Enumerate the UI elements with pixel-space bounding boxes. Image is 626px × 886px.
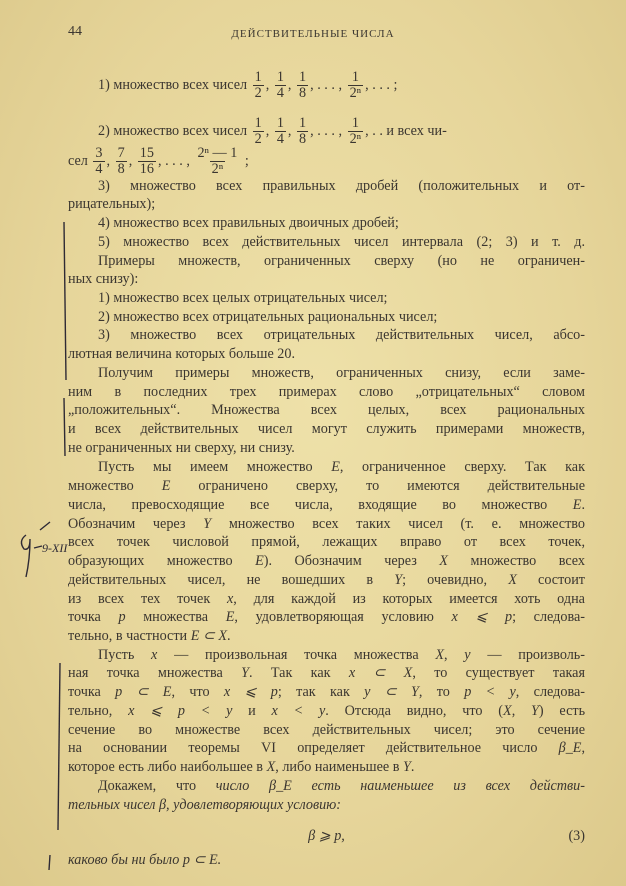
text-line [68,827,585,845]
text-segment: каково бы ни было p ⊂ E. [68,852,222,868]
numerator: 1 [254,115,262,131]
text-segment: лютная величина которых больше 20. [68,346,296,362]
equation-number: (3) [568,828,585,844]
fraction [297,116,308,147]
denominator: 8 [299,85,307,101]
text-line [68,702,585,720]
text-line [68,439,585,457]
text-segment: тельно, в частности [68,628,191,644]
text-line [68,116,585,147]
text-segment: которое есть либо наибольшее в [68,759,267,775]
text-line [68,233,585,251]
text-segment: — произволь- [470,647,586,663]
text-segment: сел [68,152,92,169]
text-segment: рицательных); [68,196,156,212]
text-segment: Примеры множеств, ограниченных сверху (но не ограничен- [98,253,585,269]
text-segment: Получим примеры множеств, ограниченных снизу, если заме- [98,365,585,381]
text-segment: ). Обозначим через [263,553,440,569]
text-segment: ; [241,152,249,169]
text-segment: β ⩾ p, [308,828,345,844]
text-segment: Y [531,703,539,719]
text-line [68,364,585,382]
text-segment: , [511,703,532,719]
numerator: 3 [95,145,103,161]
text-line [68,777,585,795]
text-segment: Y [403,759,411,775]
text-segment: множество [68,478,162,494]
text-segment: 2) множество всех отрицательных рациональных чисел; [98,309,438,325]
text-line [68,739,585,757]
text-segment: число β_E есть наименьшее из всех действи- [215,778,585,794]
text-segment: , [444,647,465,663]
denominator: 2 [254,85,262,101]
text-line [68,345,585,363]
text-line [68,326,585,344]
text-segment: образующих множество [68,553,256,569]
text-segment: , то существует такая [412,665,585,681]
text-segment: ; так как [277,684,365,700]
fraction [253,116,264,147]
denominator: 16 [139,161,154,177]
text-segment: „положительных“. Множества всех целых, всех рациональных [68,402,585,418]
text-segment: X [266,759,276,775]
text-segment: x ⩽ p < y [128,703,233,719]
numerator: 1 [299,115,307,131]
text-segment: 1) множество всех чисел [98,76,251,93]
text-segment: на основании теоремы VI определяет действительное число [68,740,559,756]
text-segment: , [287,76,296,93]
text-line [68,515,585,533]
text-segment: E [161,478,171,494]
fraction [275,70,286,101]
text-segment: β_E [558,740,582,756]
text-segment: , [106,152,114,169]
text-segment: , [128,152,136,169]
text-segment: точка [68,684,116,700]
text-line [68,477,585,495]
text-segment: , удовлетворяющая условию [234,609,452,625]
text-segment: E [255,553,264,569]
text-line [68,608,585,626]
text-segment: E [331,459,340,475]
text-segment: ; очевидно, [402,572,509,588]
text-segment: , что [171,684,224,700]
text-segment: , следова- [515,684,585,700]
text-line [68,796,585,814]
text-line [68,627,585,645]
text-segment: Пусть [98,647,152,663]
fraction [275,116,286,147]
text-line [68,308,585,326]
text-segment: . Отсюда видно, что ( [325,703,504,719]
text-segment: , [265,76,273,93]
text-segment: , либо наименьшее в [275,759,403,775]
text-segment: x < y [271,703,326,719]
text-segment: x [226,591,234,607]
margin-line-3 [58,663,60,830]
text-segment: , для каждой из которых имеется хоть одна [233,591,585,607]
text-line [68,721,585,739]
text-line [68,683,585,701]
text-segment: и [232,703,272,719]
text-segment: Обозначим через [68,516,204,532]
text-segment: y ⊂ Y [364,684,419,700]
numerator: 1 [276,115,284,131]
text-segment: , . . . , [310,122,346,139]
text-segment: и всех действительных чисел могут служить примерами множеств, [68,421,585,437]
fraction [195,146,239,177]
text-segment: . [227,628,231,644]
text-segment: X [508,572,517,588]
text-line [68,758,585,776]
numerator: 7 [117,145,125,161]
numerator: 2ⁿ — 1 [197,145,238,161]
text-segment: 2) множество всех чисел [98,122,251,139]
text-segment: , . . . , [157,152,194,169]
margin-line-4 [49,855,50,870]
text-line [68,214,585,232]
text-segment: множества [125,609,226,625]
text-line [68,533,585,551]
text-segment: всех точек числовой прямой, лежащих вправо от всех точек, [68,534,585,550]
text-segment: , [265,122,273,139]
numerator: 1 [254,69,262,85]
text-line [68,458,585,476]
running-title: ДЕЙСТВИТЕЛЬНЫЕ ЧИСЛА [231,28,395,40]
text-line [68,252,585,270]
text-line [68,420,585,438]
text-line [68,177,585,195]
text-segment: x ⩽ p [451,609,513,625]
numerator: 1 [299,69,307,85]
fraction [116,146,127,177]
text-segment: Y [203,516,212,532]
text-line [68,289,585,307]
denominator: 2ⁿ [211,161,224,177]
text-line [68,270,585,288]
text-segment: состоит [516,572,585,588]
text-segment: ) есть [538,703,586,719]
text-segment: ограничено сверху, то имеются действительные [170,478,585,494]
text-segment: p [118,609,126,625]
text-line [68,664,585,682]
text-line [68,496,585,514]
text-segment: множество всех таких чисел (т. е. множество [211,516,585,532]
text-line [68,851,585,869]
margin-line-2 [64,398,65,456]
text-segment: , [287,122,296,139]
text-segment: p ⊂ E [115,684,172,700]
text-segment: — произвольная точка множества [157,647,436,663]
text-segment: , то [418,684,465,700]
text-segment: 3) множество всех отрицательных действительных чисел, абсо- [98,327,585,343]
denominator: 8 [299,131,307,147]
numerator: 1 [351,69,359,85]
text-segment: Y [394,572,403,588]
text-segment: . Так как [248,665,349,681]
text-segment: y [464,647,471,663]
text-segment: X [439,553,448,569]
text-segment: X [503,703,512,719]
text-segment: , . . . ; [365,76,398,93]
text-line [68,646,585,664]
numerator: 1 [276,69,284,85]
page-number: 44 [68,24,82,39]
text-line [68,401,585,419]
text-segment: сечение во множестве всех действительных чисел; это сечение [68,722,585,738]
text-segment: точка [68,609,119,625]
text-segment: действительных чисел, не вошедших в [68,572,395,588]
numerator: 15 [139,145,154,161]
text-segment: Y [241,665,249,681]
text-segment: x ⊂ X [348,665,413,681]
text-segment: ; следова- [512,609,585,625]
fraction [253,70,264,101]
text-segment: 4) множество всех правильных двоичных дробей; [98,215,399,231]
text-segment: множество всех [447,553,586,569]
text-segment: из всех тех точек [68,591,227,607]
denominator: 4 [276,85,284,101]
text-line [68,383,585,401]
fraction [138,146,156,177]
denominator: 2ⁿ [349,131,362,147]
margin-note-strokes [21,522,50,577]
text-line [68,590,585,608]
text-segment: E [225,609,235,625]
denominator: 2ⁿ [349,85,362,101]
margin-line-1 [64,222,66,380]
text-line [68,146,585,177]
text-segment: числа, превосходящие все числа, входящие во множество [68,497,573,513]
text-segment: , . . . , [310,76,346,93]
text-segment: Докажем, что [98,778,216,794]
text-line [68,70,585,101]
text-segment: Пусть мы имеем множество [98,459,332,475]
numerator: 1 [351,115,359,131]
text-segment: , ограниченное сверху. Так как [339,459,585,475]
text-segment: 1) множество всех целых отрицательных чисел; [98,290,388,306]
text-segment: ных снизу): [68,271,139,287]
text-segment: , . . и всех чи- [365,122,447,139]
text-segment: , [581,740,585,756]
text-segment: . [581,497,585,513]
text-segment: 5) множество всех действительных чисел интервала (2; 3) и т. д. [98,234,585,250]
text-line [68,552,585,570]
denominator: 4 [276,131,284,147]
denominator: 8 [117,161,125,177]
text-segment: . [410,759,415,775]
text-segment: не ограниченных ни сверху, ни снизу. [68,440,295,456]
fraction [348,116,364,147]
fraction [348,70,364,101]
fraction [93,146,104,177]
fraction [297,70,308,101]
text-segment: x ⩽ p [223,684,278,700]
text-segment: тельно, [68,703,129,719]
text-segment: ним в последних трех примерах слово „отрицательных“ словом [68,384,585,400]
denominator: 2 [254,131,262,147]
text-segment: 3) множество всех правильных дробей (положительных и от- [98,178,585,194]
text-segment: E [572,497,582,513]
text-segment: X [435,647,445,663]
text-segment: E ⊂ X [190,628,228,644]
text-line [68,571,585,589]
text-segment: p < y [464,684,516,700]
text-segment: ная точка множества [68,665,242,681]
text-segment: x [151,647,158,663]
margin-note: 9-XII [42,541,68,555]
text-segment: тельных чисел β, удовлетворяющих условию: [68,797,341,813]
denominator: 4 [95,161,103,177]
text-line [68,195,585,213]
